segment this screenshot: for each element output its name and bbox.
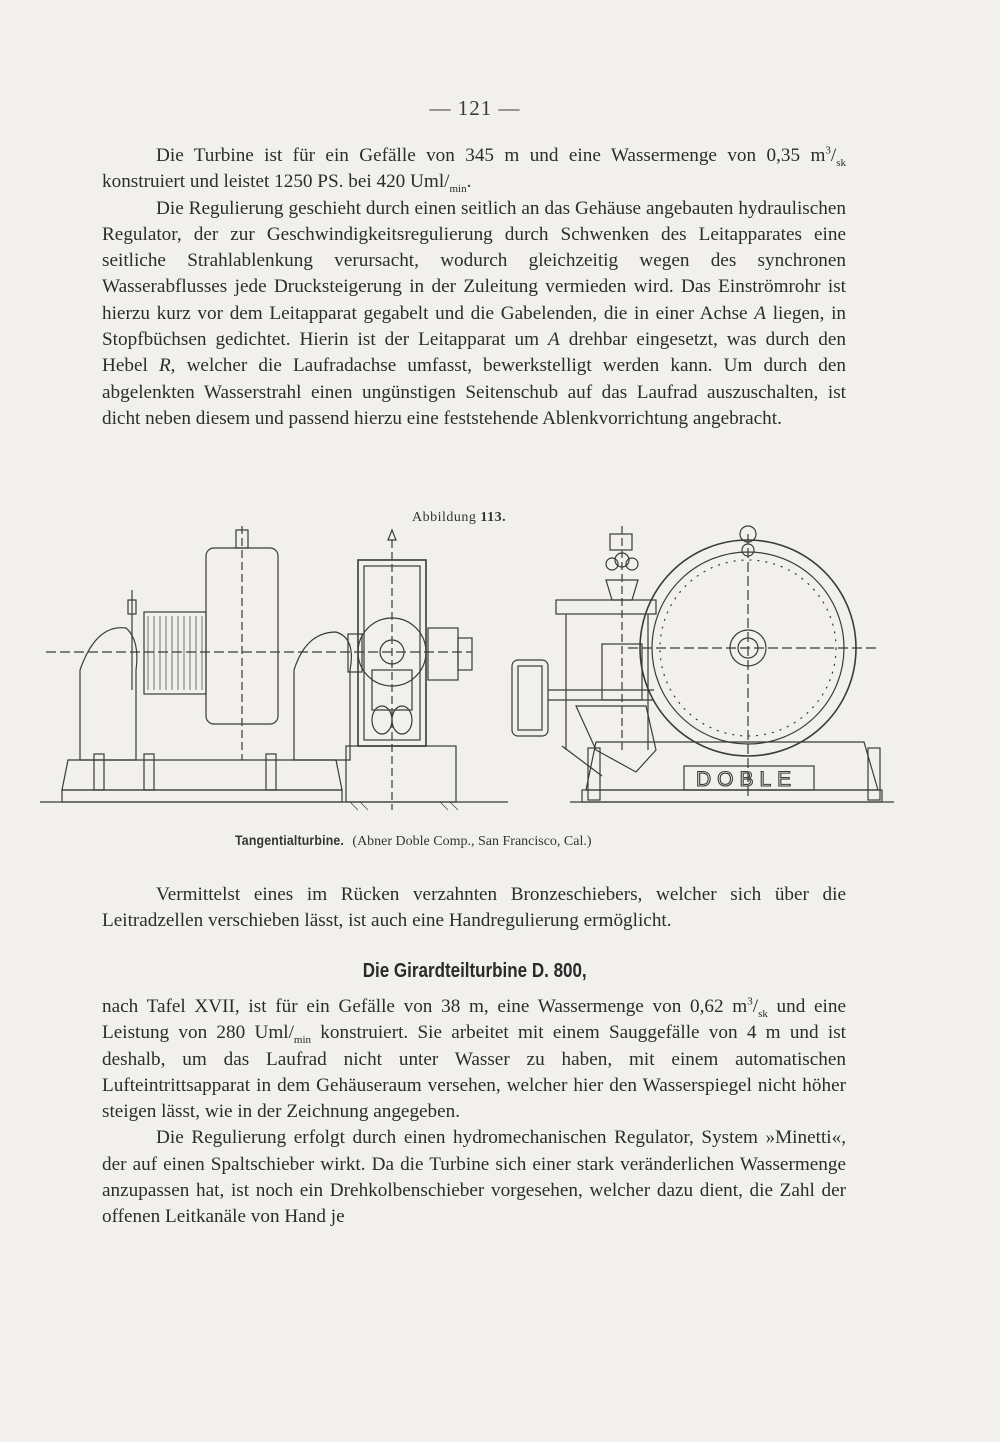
- paragraph-girard-turbine: nach Tafel XVII, ist für ein Gefälle von 38 m, eine Wassermenge von 0,62 $m^3/_{sk}$ und eine Leistung von 280 Uml/$_{min}$ konstruiert. Sie arbeitet mit einem Sauggefälle von 4 m und ist deshalb, um das Laufrad nicht unter Wasser zu haben, mit einem automatischen Lufteintrittsapparat in dem Gehäuseraum versehen, welcher hier den Wasserspiegel nicht höher steigen lässt, wie in der Zeichnung angegeben.: [102, 995, 846, 1123]
- paragraph-regulation: Die Regulierung geschieht durch einen seitlich an das Gehäuse angebauten hydraulischen Regulator, der zur Geschwindigkeitsregulierung durch Schwenken des Leitapparates eine seitliche Strahlablenkung verursacht, wodurch gleichzeitig wegen des synchronen Wasserabflusses jede Drucksteigerung in der Zuleitung vermieden wird. Das Einströmrohr ist hierzu kurz vor dem Leitapparat gegabelt und die Gabelenden, die in einer Achse A liegen, in Stopfbüchsen gedichtet. Hierin ist der Leitapparat um A drehbar eingesetzt, was durch den Hebel R, welcher die Laufradachse umfasst, bewerkstelligt werden kann. Um durch den abgelenkten Wasserstrahl einen ungünstigen Seitenschub auf das Laufrad auszuschalten, ist dicht neben diesem und passend hierzu eine feststehende Ablenkvorrichtung angebracht.: [102, 197, 846, 429]
- side-elevation-view: [46, 526, 472, 810]
- page-number: — 121 —: [429, 96, 521, 120]
- front-elevation-view: [512, 526, 882, 802]
- figure-caption: Tangentialturbine. (Abner Doble Comp., San Francisco, Cal.): [235, 832, 592, 849]
- turbine-drawing: [36, 520, 896, 820]
- nameplate-text: DOBLE: [696, 768, 798, 791]
- paragraph-turbine-specs: Die Turbine ist für ein Gefälle von 345 m und eine Wassermenge von 0,35 $m^3/_{sk}$ konstruiert und leistet 1250 PS. bei 420 Uml/$_{min}$.: [102, 144, 847, 196]
- paragraph-minetti-regulation: Die Regulierung erfolgt durch einen hydromechanischen Regulator, System »Minetti«, der auf einen Spaltschieber wirkt. Da die Turbine sich einer stark veränderlichen Wassermenge anzupassen hat, ist noch ein Drehkolbenschieber vorgesehen, welcher dazu dient, die Zahl der offenen Leitkanäle von Hand je: [102, 1127, 846, 1228]
- text-block-middle: [102, 882, 846, 935]
- text-block-top: [102, 143, 846, 432]
- turbine-technical-drawing: [36, 520, 896, 820]
- section-heading: Die Girardteilturbine D. 800,: [363, 960, 587, 982]
- figure-label: Abbildung 113.: [412, 510, 507, 525]
- text-block-bottom: [102, 994, 846, 1231]
- paragraph-hand-regulation: Vermittelst eines im Rücken verzahnten Bronzeschiebers, welcher sich über die Leitradzellen verschieben lässt, ist auch eine Handregulierung ermöglicht.: [102, 884, 846, 932]
